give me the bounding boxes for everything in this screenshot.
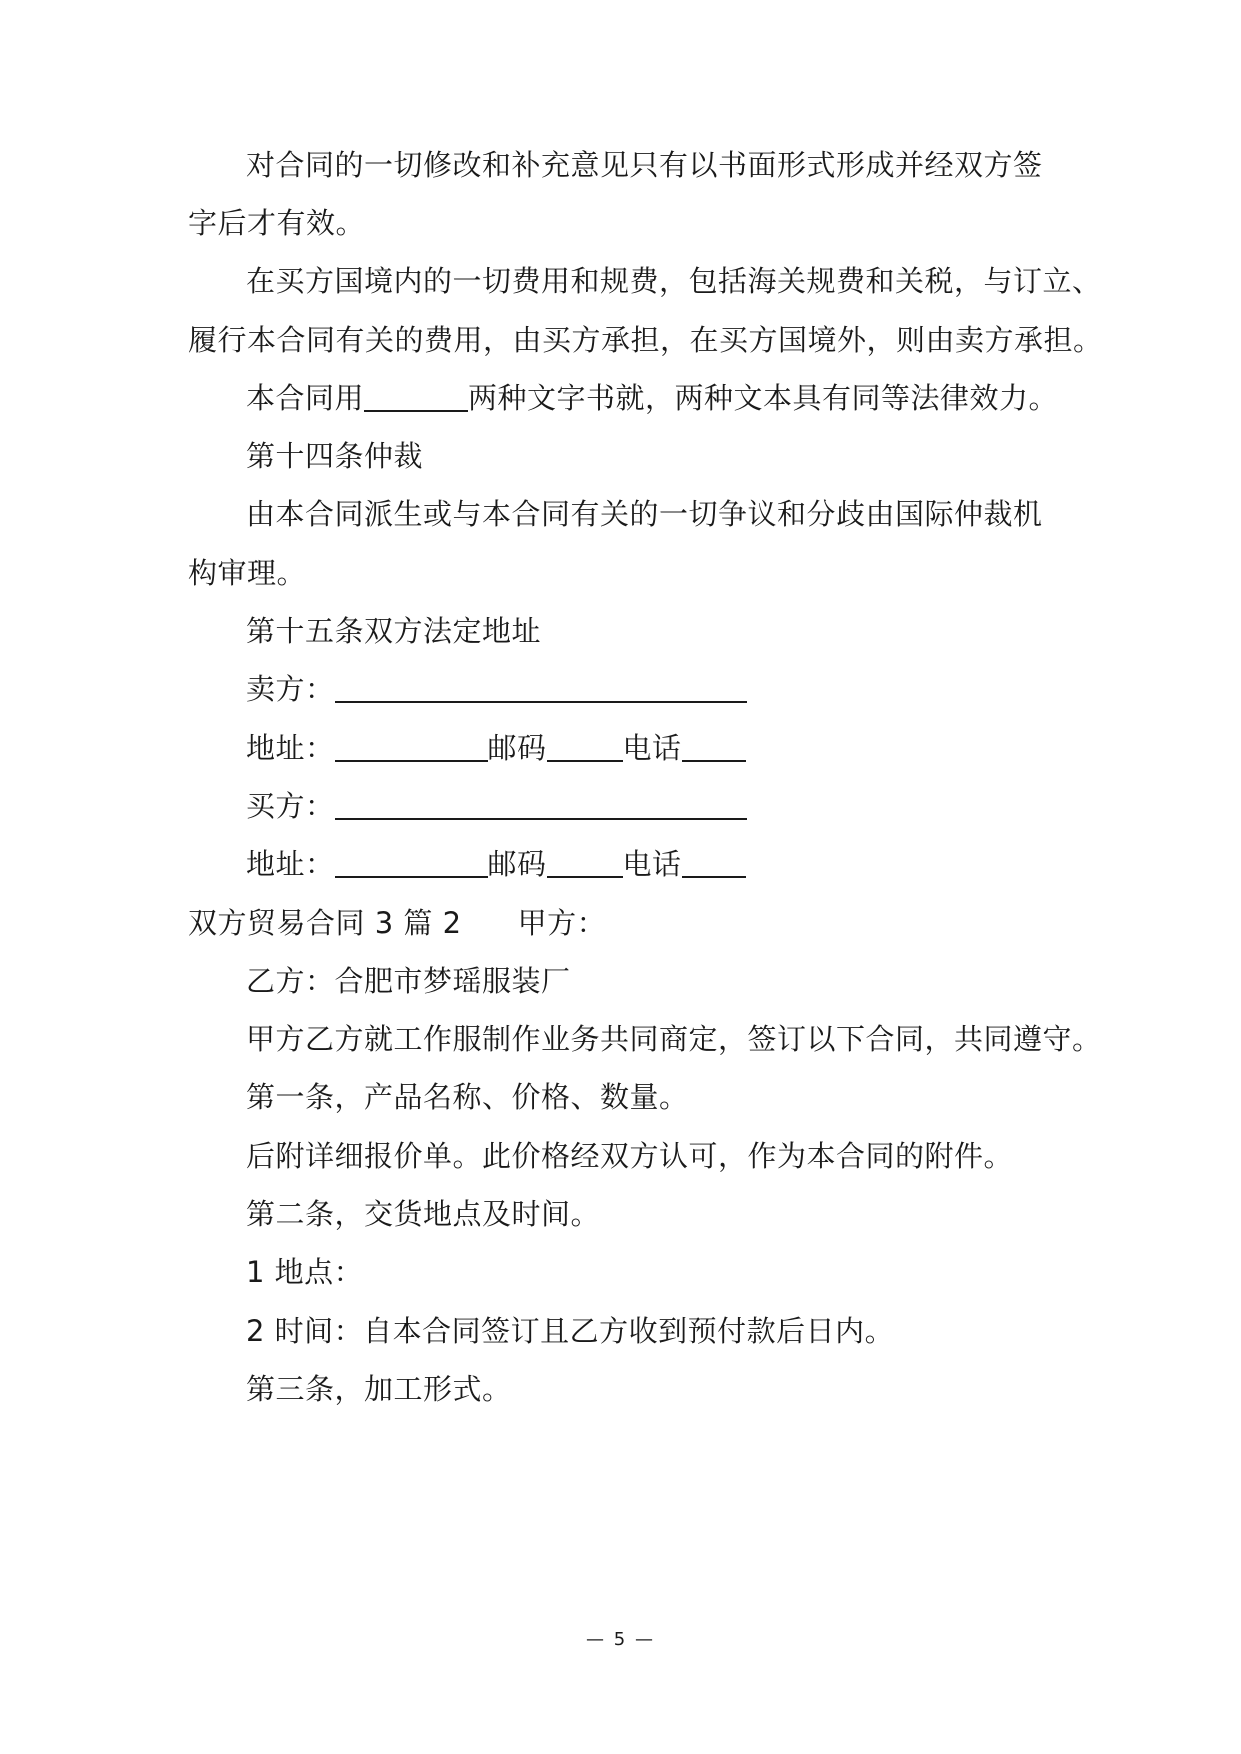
buyer-address-line: [246, 844, 746, 884]
paragraph-arbitration-line1: 由本合同派生或与本合同有关的一切争议和分歧由国际仲裁机: [246, 497, 1043, 531]
paragraph-fees-line2: 履行本合同有关的费用，由买方承担，在买方国境外，则由卖方承担。: [188, 323, 1103, 357]
paragraph-amendment-line2: 字后才有效。: [188, 206, 366, 240]
seller-phone-label: 电话: [622, 731, 682, 765]
seller-name-blank[interactable]: [335, 671, 747, 703]
buyer-address-label: 地址：: [246, 847, 335, 881]
seller-address-line: [246, 728, 746, 768]
contract-2-intro: 甲方乙方就工作服制作业务共同商定，签订以下合同，共同遵守。: [246, 1022, 1102, 1056]
languages-text-after: 两种文字书就，两种文本具有同等法律效力。: [468, 381, 1059, 415]
article-1-title: 第一条，产品名称、价格、数量。: [246, 1080, 689, 1114]
languages-blank[interactable]: [364, 380, 468, 412]
contract-2-heading: 双方贸易合同 3 篇 2: [188, 906, 462, 940]
buyer-label: 买方：: [246, 789, 335, 823]
seller-postcode-blank[interactable]: [547, 730, 623, 762]
seller-label: 卖方：: [246, 672, 335, 706]
paragraph-arbitration-line2: 构审理。: [188, 556, 307, 590]
delivery-time-item: 2 时间：自本合同签订且乙方收到预付款后日内。: [246, 1314, 895, 1348]
buyer-line: [246, 786, 747, 826]
article-1-note: 后附详细报价单。此价格经双方认可，作为本合同的附件。: [246, 1139, 1014, 1173]
seller-address-blank[interactable]: [335, 730, 488, 762]
page-number: — 5 —: [586, 1629, 655, 1650]
article-2-title: 第二条，交货地点及时间。: [246, 1197, 601, 1231]
article-15-title: 第十五条双方法定地址: [246, 614, 542, 648]
article-14-title: 第十四条仲裁: [246, 439, 424, 473]
buyer-postcode-blank[interactable]: [547, 846, 623, 878]
buyer-phone-blank[interactable]: [682, 846, 746, 878]
buyer-name-blank[interactable]: [335, 788, 747, 820]
delivery-location-item: 1 地点：: [246, 1255, 364, 1289]
paragraph-fees-line1: 在买方国境内的一切费用和规费，包括海关规费和关税，与订立、: [246, 264, 1102, 298]
languages-text-before: 本合同用: [246, 381, 365, 415]
party-b-line: 乙方：合肥市梦瑶服装厂: [246, 964, 571, 998]
paragraph-languages: [246, 378, 1058, 418]
buyer-address-blank[interactable]: [335, 846, 488, 878]
article-3-title: 第三条，加工形式。: [246, 1372, 512, 1406]
seller-postcode-label: 邮码: [487, 731, 547, 765]
buyer-postcode-label: 邮码: [487, 847, 547, 881]
party-a-label: 甲方：: [517, 906, 607, 940]
contract-2-heading-line: [188, 903, 606, 943]
paragraph-amendment-line1: 对合同的一切修改和补充意见只有以书面形式形成并经双方签: [246, 148, 1043, 182]
seller-address-label: 地址：: [246, 731, 335, 765]
seller-phone-blank[interactable]: [682, 730, 746, 762]
seller-line: [246, 669, 747, 709]
buyer-phone-label: 电话: [622, 847, 682, 881]
